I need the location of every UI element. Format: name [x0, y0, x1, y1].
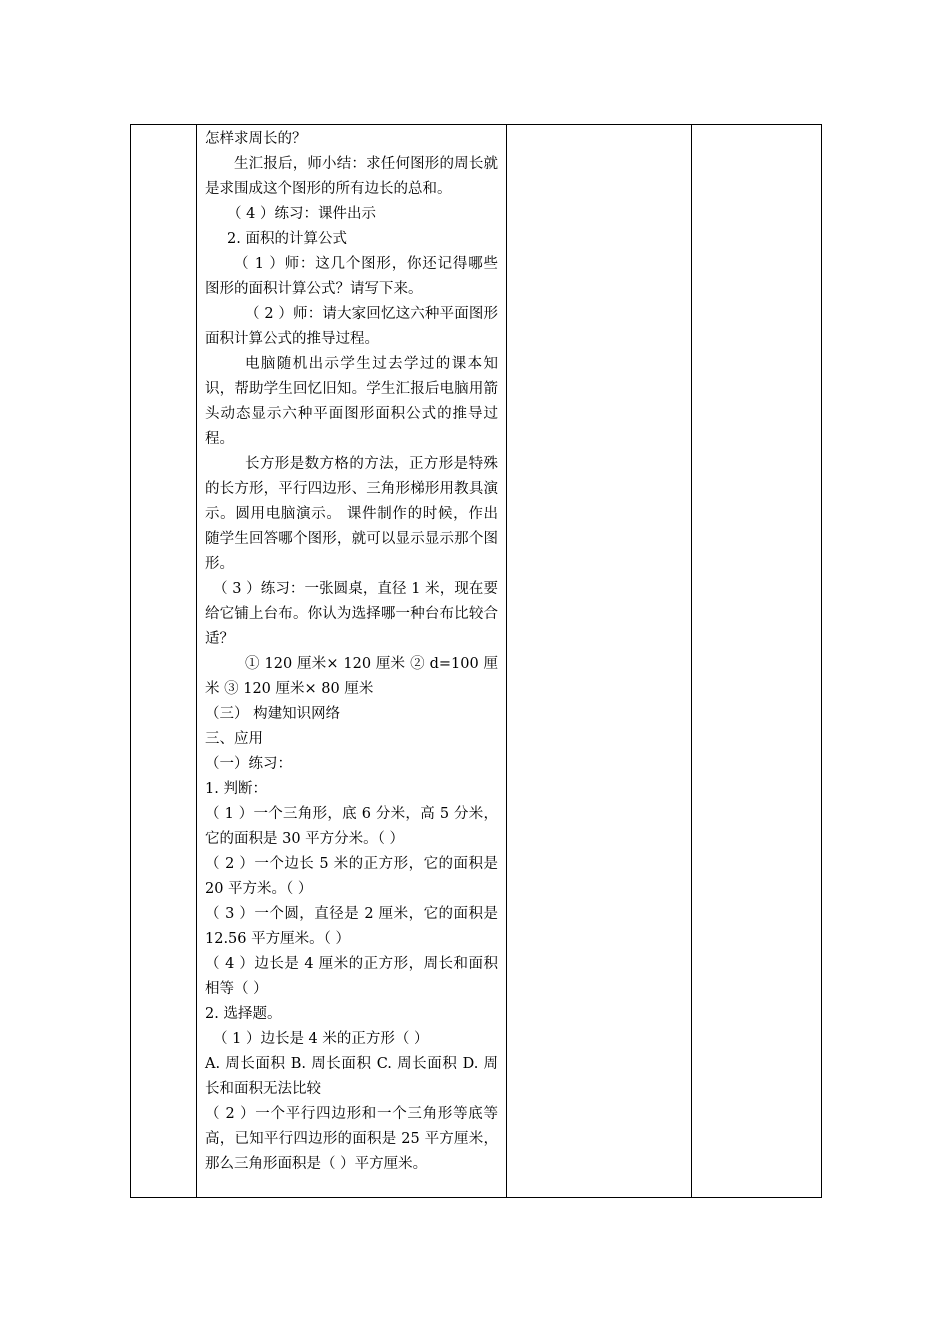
paragraph: A. 周长面积 B. 周长面积 C. 周长面积 D. 周长和面积无法比较 — [205, 1056, 498, 1097]
paragraph: （ 1 ）一个三角形，底 6 分米，高 5 分米，它的面积是 30 平方分米。（ ） — [205, 806, 498, 847]
paragraph: （ 2 ）一个平行四边形和一个三角形等底等高，已知平行四边形的面积是 25 平方厘米，那么三角形面积是（ ）平方厘米。 — [205, 1106, 498, 1172]
paragraph: （ 3 ）练习：一张圆桌，直径 1 米，现在要给它铺上台布。你认为选择哪一种台布比较合适？ — [205, 581, 498, 647]
paragraph: 三、应用 — [205, 731, 263, 747]
paragraph: 电脑随机出示学生过去学过的课本知识，帮助学生回忆旧知。学生汇报后电脑用箭头动态显示六种平面图形面积公式的推导过程。 — [205, 356, 498, 447]
paragraph: ① 120 厘米× 120 厘米 ② d=100 厘米 ③ 120 厘米× 80 厘米 — [205, 656, 498, 697]
lesson-content-cell — [197, 125, 507, 1198]
paragraph: 1. 判断： — [205, 781, 267, 797]
paragraph: 2. 选择题。 — [205, 1006, 282, 1022]
paragraph: （ 2 ）师：请大家回忆这六种平面图形面积计算公式的推导过程。 — [205, 306, 498, 347]
paragraph: （三） 构建知识网络 — [205, 706, 341, 722]
paragraph: （ 1 ）师：这几个图形，你还记得哪些图形的面积计算公式？请写下来。 — [205, 256, 498, 297]
lesson-content — [205, 127, 498, 1177]
empty-cell-left — [131, 125, 197, 1198]
paragraph: （ 1 ）边长是 4 米的正方形（ ） — [213, 1031, 429, 1047]
empty-cell-right — [692, 125, 822, 1198]
paragraph: 长方形是数方格的方法，正方形是特殊的长方形，平行四边形、三角形梯形用教具演示。圆用电脑演示。 课件制作的时候，作出随学生回答哪个图形，就可以显示显示那个图形。 — [205, 456, 498, 572]
paragraph: （ 3 ）一个圆，直径是 2 厘米，它的面积是 12.56 平方厘米。（ ） — [205, 906, 498, 947]
table-row — [131, 125, 822, 1198]
paragraph: 怎样求周长的？ — [205, 131, 307, 147]
paragraph: （ 4 ）练习：课件出示 — [227, 206, 376, 222]
paragraph: 2. 面积的计算公式 — [227, 231, 347, 247]
paragraph: （ 4 ）边长是 4 厘米的正方形，周长和面积相等（ ） — [205, 956, 498, 997]
empty-cell-middle — [507, 125, 692, 1198]
paragraph: （ 2 ）一个边长 5 米的正方形，它的面积是 20 平方米。（ ） — [205, 856, 498, 897]
paragraph: （一）练习： — [205, 756, 292, 772]
paragraph: 生汇报后，师小结：求任何图形的周长就是求围成这个图形的所有边长的总和。 — [205, 156, 498, 197]
lesson-table — [130, 124, 822, 1198]
